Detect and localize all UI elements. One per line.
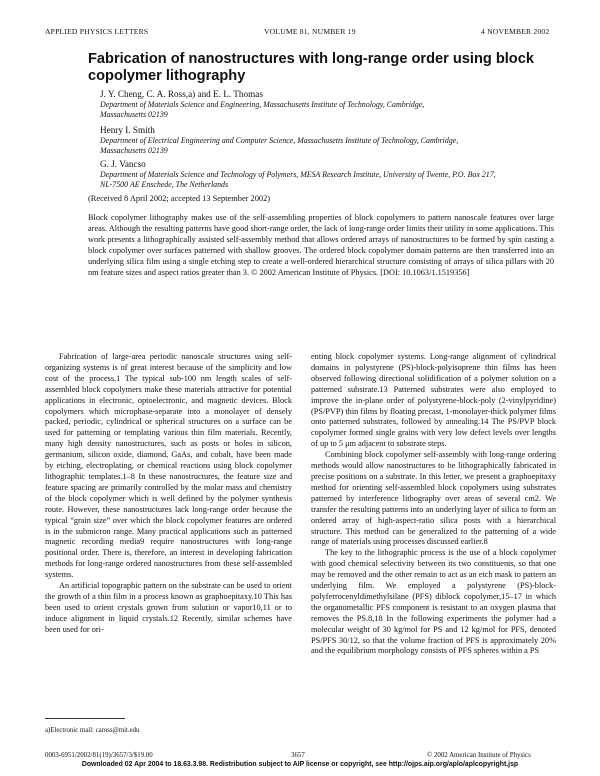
author-line-2: Henry I. Smith [100,125,155,135]
page-number: 3657 [291,752,305,759]
author-line-3: G. J. Vancso [100,159,146,169]
left-column [45,352,292,636]
received-dates: (Received 8 April 2002; accepted 13 September 2002) [88,194,271,203]
paragraph: enting block copolymer systems. Long-range alignment of cylindrical domains in polystyrene (PS)-block-polyisoprene thin films has been observed following directional solidification of a polymer solution on a patterned substrate.13 Patterned substrates were also employed to improve the in-plane order of polystyrene-block-poly (2-vinylpyridine) (PS/PVP) thin films by floating precast, 1-monolayer-thick polymer films onto patterned substrates, followed by annealing.14 The PS/PVP block copolymer formed single grains with very low defect levels over lengths of up to 5 μm adjacent to substrate steps. [311,352,556,449]
abstract: Block copolymer lithography makes use of the self-assembling properties of block copolymers to pattern nanoscale features over large areas. Although the resulting patterns have good short-range order, the lack of long-range order limits their utility in some applications. This work presents a lithographically assisted self-assembly method that allows ordered arrays of nanostructures to be formed by spin casting a block copolymer over surfaces patterned with shallow grooves. The ordered block copolymer domain patterns are then transferred into an underlying silica film using a single etching step to create a well-ordered hierarchical structure consisting of arrays of silica pillars with 20 nm feature sizes and aspect ratios greater than 3. © 2002 American Institute of Physics. [DOI: 10.1063/1.1519356] [88,213,554,277]
affiliation-3: Department of Materials Science and Technology of Polymers, MESA Research Institute, University of Twente, P.O. Box 217, NL-7500 AE Enschede, The Netherlands [100,170,496,189]
footnote-rule [45,718,125,719]
paragraph: Fabrication of large-area periodic nanoscale structures using self-organizing systems is of great interest because of the simplicity and low cost of the process.1 The typical sub-100 nm length scales of self-assembled block copolymers make these materials attractive for potential applications in electronic, optoelectronic, and magnetic devices. Block copolymers which microphase-separate into a monolayer of densely packed, periodic, cylindrical or spherical structures on a surface can be used for patterning or templating various thin film materials. Recently, many high density nanostructures, such as posts or holes in silicon, germanium, silicon oxide, diamond, GaAs, and cobalt, have been made by etching, electroplating, or chemical reactions using block copolymer lithographic templates.1–8 In these nanostructures, the feature size and feature spacing are primarily controlled by the molar mass and chemistry of the block copolymer which is well defined by the polymer synthesis route. However, these nanostructures lack long-range order because the typical “grain size” over which the block copolymer features are ordered is in the submicron range. Many practical applications such as patterned magnetic recording media9 require nanostructures with long-range positional order. There is, therefore, an interest in developing fabrication methods for long-range ordered nanostructures from these self-assembled systems. [45,352,292,580]
footnote-email: a)Electronic mail: caross@mit.edu [45,727,140,734]
right-column [311,352,556,657]
issue-date: 4 NOVEMBER 2002 [481,27,550,36]
paragraph: Combining block copolymer self-assembly with long-range ordering methods would allow nanostructures to be lithographically fabricated in precise positions on a substrate. In this letter, we present a graphoepitaxy method for orienting self-assembled block copolymers using substrates patterned by interference lithography over areas of several cm2. We transfer the resulting patterns into an underlying layer of silica to form an ordered array of high-aspect-ratio silica posts with a hierarchical structure. This method can be generalized to the patterning of a wide range of materials using processes discussed earlier.8 [311,450,556,547]
copyright: © 2002 American Institute of Physics [427,752,531,759]
paragraph: An artificial topographic pattern on the substrate can be used to orient the growth of a thin film in a process known as graphoepitaxy.10 This has been used to orient crystals grown from solution or vapor10,11 or to induce alignment in liquid crystals.12 Recently, similar schemes have been used for ori- [45,581,292,634]
author-line-1: J. Y. Cheng, C. A. Ross,a) and E. L. Thomas [100,89,263,99]
paragraph: The key to the lithographic process is the use of a block copolymer with good chemical selectivity between its two constituents, so that one may be removed and the other remain to act as an etch mask to pattern an underlying film. We employed a polystyrene (PS)-block-polyferrocenyldimethylsilane (PFS) diblock copolymer,15–17 in which the organometallic PFS component is resistant to an oxygen plasma that removes the PS.8,18 In the following experiments the polymer had a molecular weight of 30 kg/mol for PS and 12 kg/mol for PFS, denoted PS/PFS 30/12, so that the volume fraction of PFS is approximately 20% and the equilibrium morphology consists of PFS spheres within a PS [311,548,556,656]
affiliation-2: Department of Electrical Engineering and Computer Science, Massachusetts Institute of Technology, Cambridge, Massachusetts 02139 [100,136,459,155]
article-code: 0003-6951/2002/81(19)/3657/3/$19.00 [45,752,153,759]
volume-info: VOLUME 81, NUMBER 19 [264,27,356,36]
download-notice: Downloaded 02 Apr 2004 to 18.63.3.98. Redistribution subject to AIP license or copyright, see http://ojps.aip.org/aplo/aplcopyright.jsp [81,761,519,768]
paper-title: Fabrication of nanostructures with long-range order using block copolymer lithography [88,51,534,84]
affiliation-1: Department of Materials Science and Engineering, Massachusetts Institute of Technology, Cambridge, Massachusetts 02139 [100,100,425,119]
journal-name: APPLIED PHYSICS LETTERS [45,27,149,36]
